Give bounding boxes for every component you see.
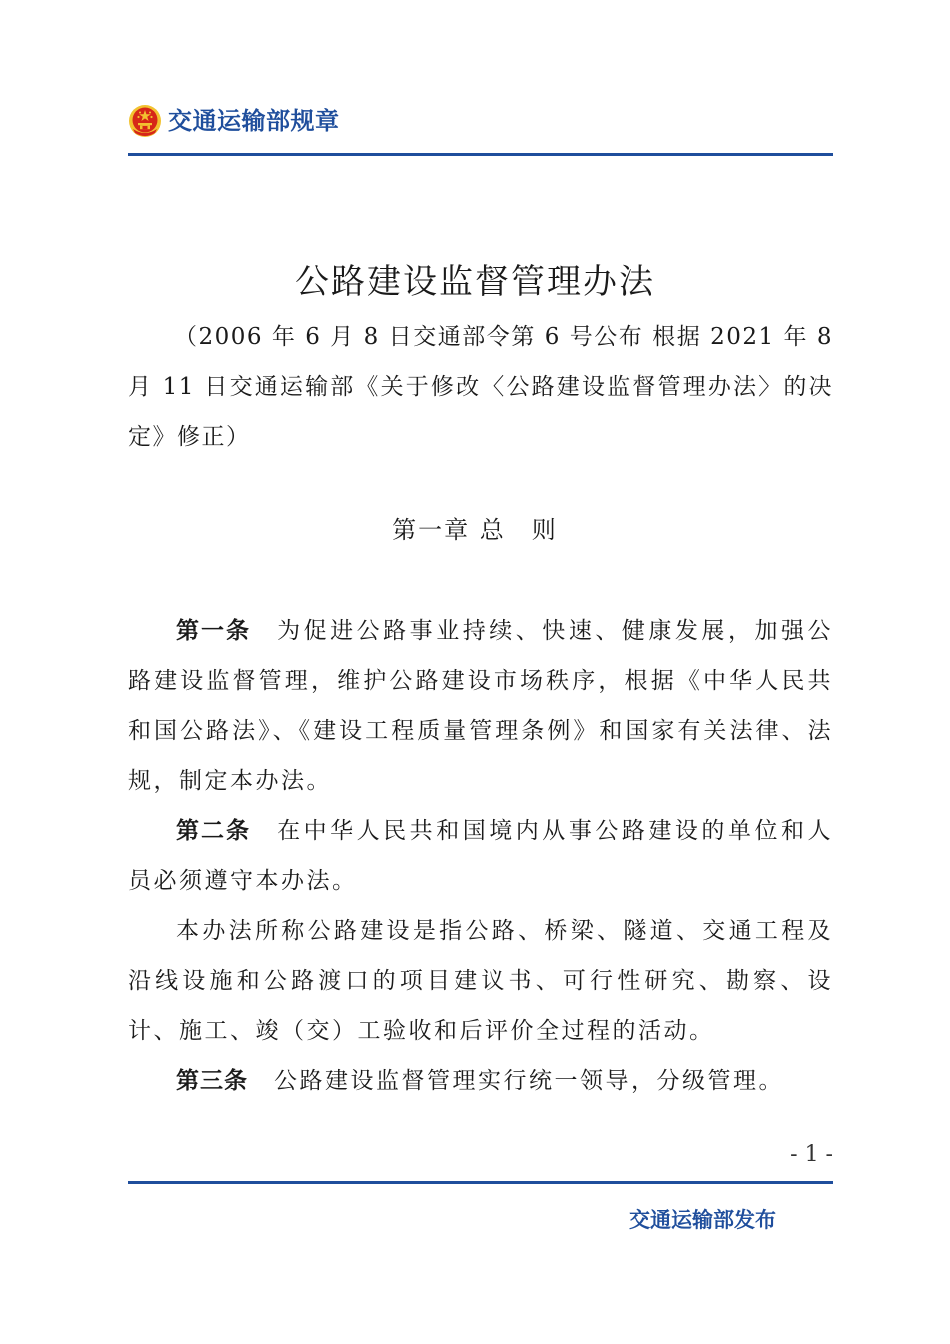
- document-title: 公路建设监督管理办法: [295, 262, 655, 302]
- article-text: 为促进公路事业持续、快速、健康发展，加强公路建设监督管理，维护公路建设市场秩序，根据《中华人民共和国公路法》、《建设工程质量管理条例》和国家有关法律、法规，制定本办法。: [128, 618, 834, 794]
- article-paragraph: [128, 1056, 833, 1106]
- header-title: 交通运输部规章: [168, 107, 340, 135]
- chapter-heading: 第一章 总 则: [392, 516, 558, 544]
- article-text: 本办法所称公路建设是指公路、桥梁、隧道、交通工程及沿线设施和公路渡口的项目建议书、可行性研究、勘察、设计、施工、竣（交）工验收和后评价全过程的活动。: [128, 918, 833, 1044]
- article-number: 第三条: [176, 1068, 248, 1094]
- article-paragraph: [128, 606, 833, 806]
- article-number: 第二条: [176, 818, 252, 844]
- article-number: 第一条: [176, 618, 252, 644]
- footer-publisher: 交通运输部发布: [629, 1208, 776, 1232]
- page-number: - 1 -: [790, 1142, 833, 1167]
- national-emblem-icon: [128, 104, 162, 138]
- document-body: [128, 606, 833, 1106]
- article-paragraph: [128, 806, 833, 906]
- footer-divider: [128, 1181, 833, 1184]
- revision-note: （2006 年 6 月 8 日交通部令第 6 号公布 根据 2021 年 8 月 11 日交通运输部《关于修改〈公路建设监督管理办法〉的决定》修正）: [128, 324, 833, 450]
- article-paragraph: [128, 906, 833, 1056]
- article-text: 在中华人民共和国境内从事公路建设的单位和人员必须遵守本办法。: [128, 818, 834, 894]
- article-text: 公路建设监督管理实行统一领导，分级管理。: [274, 1068, 784, 1094]
- header-divider: [128, 153, 833, 156]
- page-header: [128, 100, 833, 144]
